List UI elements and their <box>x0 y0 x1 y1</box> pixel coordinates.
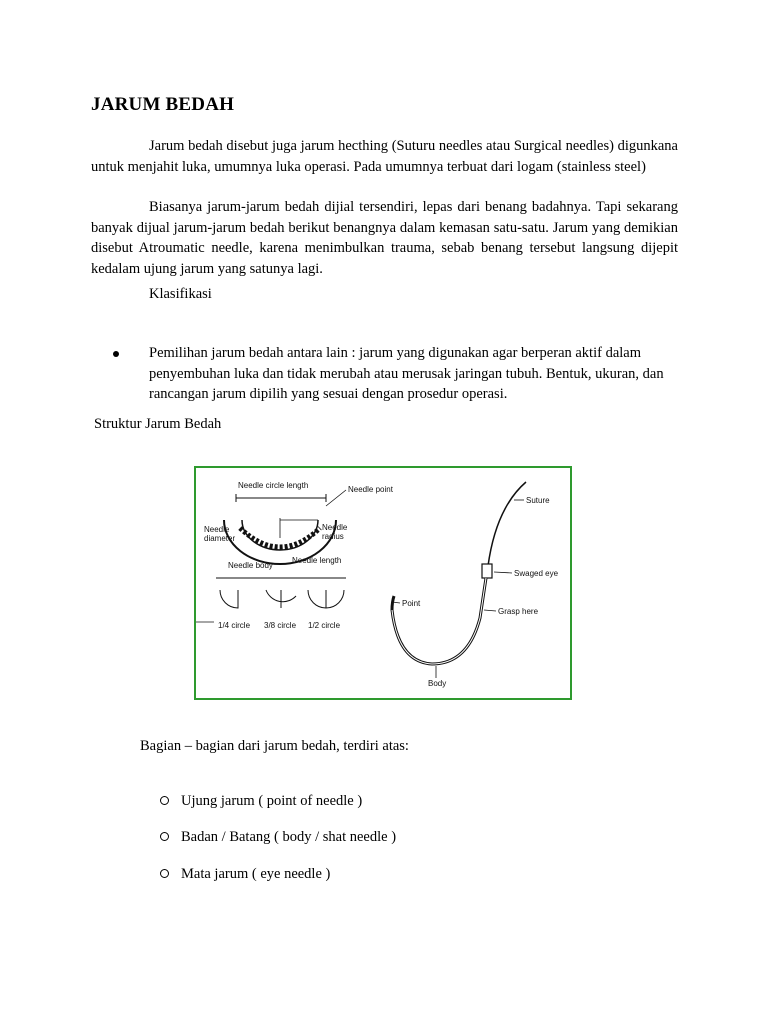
sub-item-eye: Mata jarum ( eye needle ) <box>160 866 330 883</box>
label-three-eighth-circle: 3/8 circle <box>264 621 297 630</box>
label-needle-point: Needle point <box>348 485 393 494</box>
sub-item-body: Badan / Batang ( body / shat needle ) <box>160 829 396 846</box>
needle-diagram <box>196 468 570 698</box>
label-needle-circle-length: Needle circle length <box>238 481 309 490</box>
label-needle-diameter-1: Needle <box>204 525 230 534</box>
needle-structure-figure <box>194 466 572 700</box>
label-swaged-eye: Swaged eye <box>514 569 559 578</box>
label-needle-diameter-2: diameter <box>204 534 236 543</box>
circle-bullet-icon <box>160 796 169 805</box>
label-needle-radius-2: radius <box>322 532 344 541</box>
suture-thread <box>488 482 526 566</box>
paragraph-intro: Jarum bedah disebut juga jarum hecthing (Suturu needles atau Surgical needles) digunkana untuk menjahit luka, umumnya luka operasi. Pada umumnya terbuat dari logam (stainless steel) <box>91 138 678 175</box>
label-quarter-circle: 1/4 circle <box>218 621 251 630</box>
label-needle-radius-1: Needle <box>322 523 348 532</box>
circle-bullet-icon <box>160 832 169 841</box>
bullet-line-2: penyembuhan luka dan tidak merubah atau merusak jaringan tubuh. Bentuk, ukuran, dan <box>149 365 664 382</box>
label-grasp-here: Grasp here <box>498 607 539 616</box>
bullet-dot-icon <box>113 351 119 357</box>
quarter-circle-shape <box>220 590 238 608</box>
label-suture: Suture <box>526 496 550 505</box>
paragraph-atraumatic: Biasanya jarum-jarum bedah dijial tersendiri, lepas dari benang badahnya. Tapi sekarang banyak dijual jarum-jarum bedah berikut benangnya dalam kemasan satu-satu. Jarum yang demikian disebut Atroumatic needle, karena menimbulkan trauma, sebab benang tersebut langsung dijepit kedalam ujung jarum yang satunya lagi. <box>91 199 678 277</box>
klasifikasi-heading: Klasifikasi <box>149 286 212 302</box>
bullet-line-1: Pemilihan jarum bedah antara lain : jarum yang digunakan agar berperan aktif dalam <box>149 345 642 361</box>
label-half-circle: 1/2 circle <box>308 621 341 630</box>
bagian-intro: Bagian – bagian dari jarum bedah, terdiri atas: <box>140 738 409 754</box>
circle-bullet-icon <box>160 869 169 878</box>
label-needle-body: Needle body <box>228 561 273 570</box>
label-needle-length: Needle length <box>292 556 342 565</box>
label-body: Body <box>428 679 447 688</box>
bullet-line-3: rancangan jarum dipilih yang sesuai dengan prosedur operasi. <box>149 386 508 402</box>
page-title: JARUM BEDAH <box>91 94 235 115</box>
sub-item-point: Ujung jarum ( point of needle ) <box>160 793 362 810</box>
label-point: Point <box>402 599 421 608</box>
bullet-item <box>113 343 678 405</box>
swaged-eye-shape <box>482 564 492 578</box>
struktur-heading: Struktur Jarum Bedah <box>94 416 222 432</box>
